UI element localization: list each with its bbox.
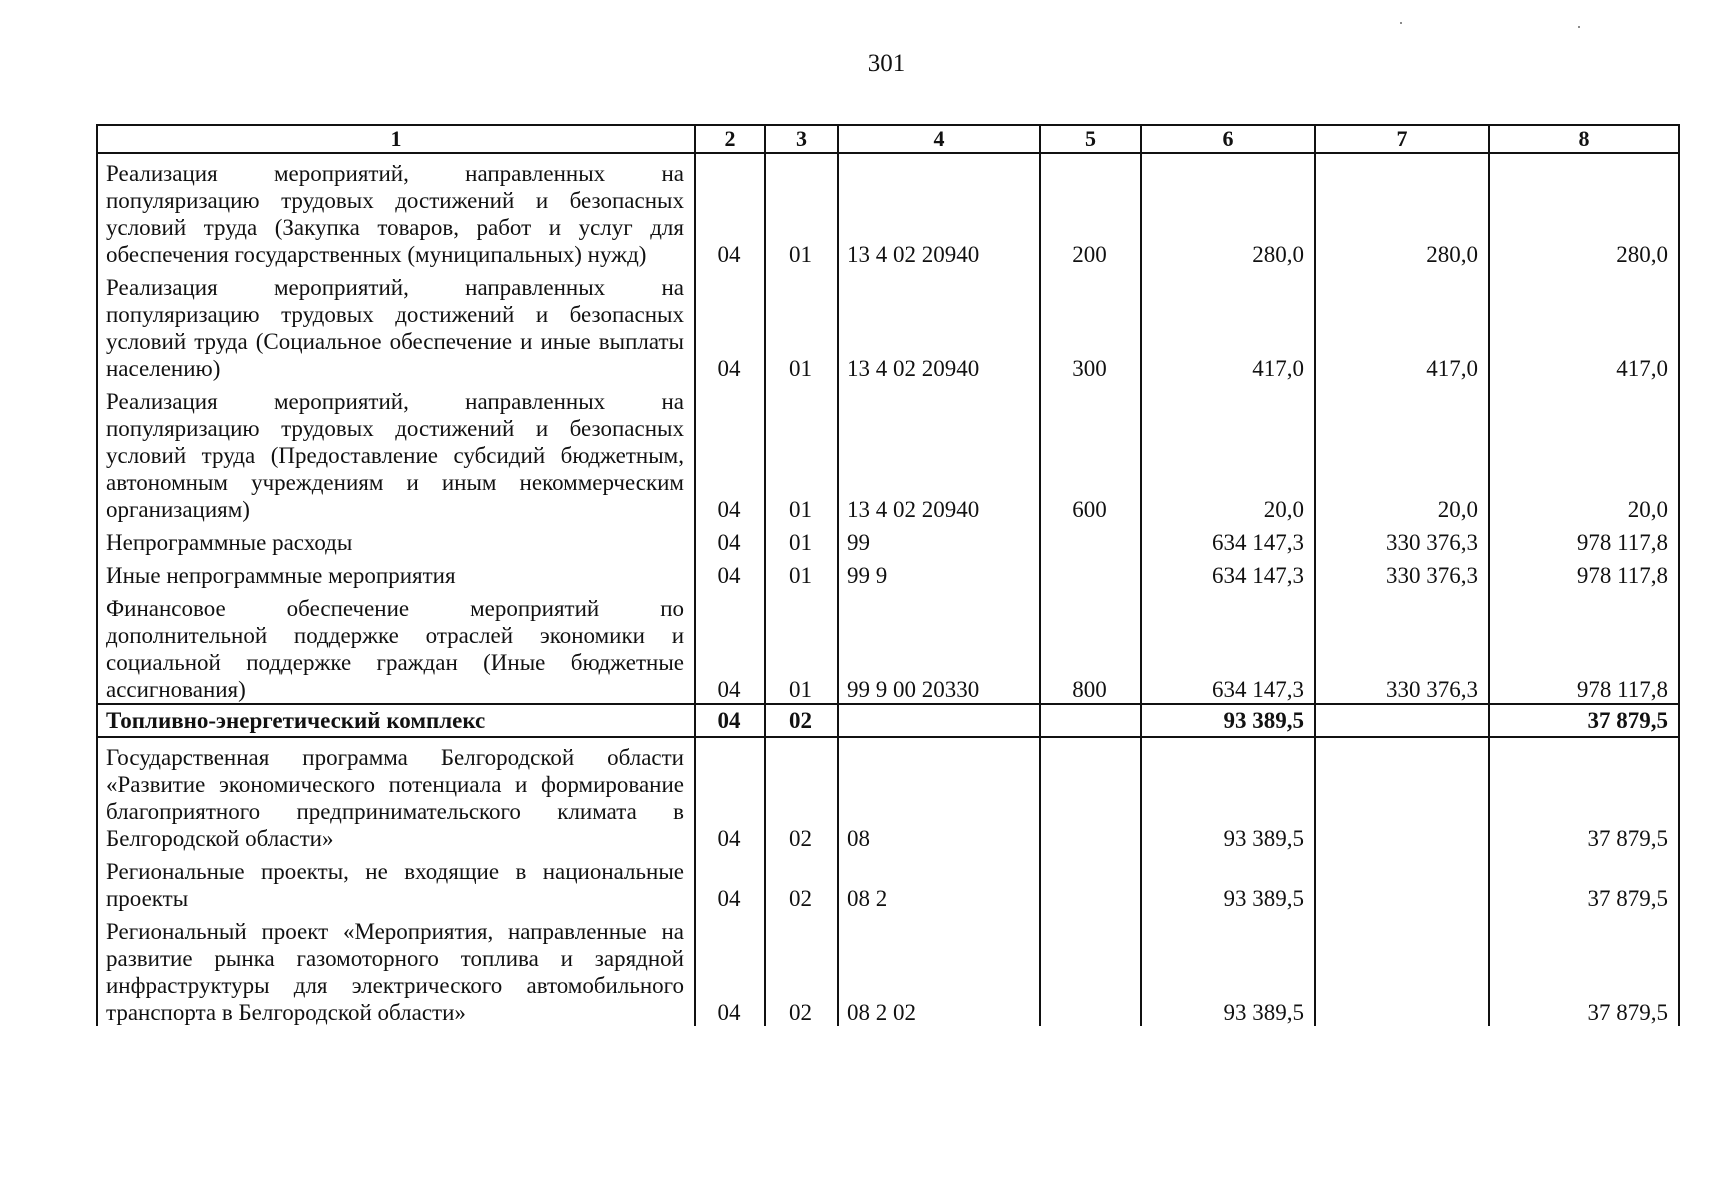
target-article-code (838, 704, 1040, 737)
section-code: 04 (695, 523, 765, 556)
amount-col7 (1315, 852, 1489, 912)
amount-col6: 93 389,5 (1141, 912, 1315, 1026)
amount-col8: 280,0 (1489, 153, 1679, 268)
subsection-code: 02 (765, 912, 838, 1026)
amount-col6: 93 389,5 (1141, 704, 1315, 737)
amount-col7 (1315, 704, 1489, 737)
row-description: Иные непрограммные мероприятия (97, 556, 695, 589)
subsection-code: 02 (765, 737, 838, 852)
subsection-code: 01 (765, 523, 838, 556)
column-header: 7 (1315, 125, 1489, 153)
amount-col7: 20,0 (1315, 382, 1489, 523)
section-code: 04 (695, 589, 765, 704)
expense-type-code (1040, 556, 1141, 589)
row-description: Региональные проекты, не входящие в национальные проекты (97, 852, 695, 912)
amount-col7 (1315, 912, 1489, 1026)
column-header: 4 (838, 125, 1040, 153)
target-article-code: 13 4 02 20940 (838, 268, 1040, 382)
section-code: 04 (695, 704, 765, 737)
target-article-code: 08 (838, 737, 1040, 852)
amount-col8: 37 879,5 (1489, 912, 1679, 1026)
column-header: 3 (765, 125, 838, 153)
amount-col7: 417,0 (1315, 268, 1489, 382)
section-code: 04 (695, 852, 765, 912)
column-header: 6 (1141, 125, 1315, 153)
column-header: 1 (97, 125, 695, 153)
section-code: 04 (695, 382, 765, 523)
subsection-code: 01 (765, 153, 838, 268)
amount-col6: 280,0 (1141, 153, 1315, 268)
row-description: Финансовое обеспечение мероприятий по дополнительной поддержке отраслей экономики и социальной поддержке граждан (Иные бюджетные ассигнования) (97, 589, 695, 704)
amount-col6: 417,0 (1141, 268, 1315, 382)
amount-col8: 20,0 (1489, 382, 1679, 523)
section-total-row (97, 704, 1679, 737)
amount-col8: 978 117,8 (1489, 589, 1679, 704)
expense-type-code: 800 (1040, 589, 1141, 704)
column-header: 2 (695, 125, 765, 153)
row-description: Реализация мероприятий, направленных на популяризацию трудовых достижений и безопасных условий труда (Закупка товаров, работ и услуг для обеспечения государственных (муниципальных) нужд) (97, 153, 695, 268)
amount-col6: 93 389,5 (1141, 737, 1315, 852)
amount-col6: 634 147,3 (1141, 589, 1315, 704)
amount-col7: 330 376,3 (1315, 589, 1489, 704)
amount-col7 (1315, 737, 1489, 852)
table-row (97, 153, 1679, 268)
table-row (97, 268, 1679, 382)
section-code: 04 (695, 556, 765, 589)
table-row (97, 852, 1679, 912)
row-description: Непрограммные расходы (97, 523, 695, 556)
expense-type-code (1040, 523, 1141, 556)
amount-col8: 417,0 (1489, 268, 1679, 382)
target-article-code: 99 9 (838, 556, 1040, 589)
table-body (97, 153, 1679, 1026)
target-article-code: 13 4 02 20940 (838, 153, 1040, 268)
expense-type-code (1040, 852, 1141, 912)
expense-type-code (1040, 737, 1141, 852)
section-code: 04 (695, 737, 765, 852)
target-article-code: 99 9 00 20330 (838, 589, 1040, 704)
expense-type-code: 200 (1040, 153, 1141, 268)
amount-col8: 37 879,5 (1489, 852, 1679, 912)
row-description: Государственная программа Белгородской области «Развитие экономического потенциала и формирование благоприятного предпринимательского климата в Белгородской области» (97, 737, 695, 852)
amount-col8: 37 879,5 (1489, 737, 1679, 852)
subsection-code: 01 (765, 556, 838, 589)
target-article-code: 99 (838, 523, 1040, 556)
scan-speck (1578, 26, 1580, 28)
subsection-code: 02 (765, 704, 838, 737)
expense-type-code (1040, 912, 1141, 1026)
row-description: Реализация мероприятий, направленных на популяризацию трудовых достижений и безопасных условий труда (Предоставление субсидий бюджетным, автономным учреждениям и иным некоммерческим организациям) (97, 382, 695, 523)
target-article-code: 13 4 02 20940 (838, 382, 1040, 523)
table-row (97, 556, 1679, 589)
page-number: 301 (867, 50, 906, 77)
row-description: Региональный проект «Мероприятия, направленные на развитие рынка газомоторного топлива и зарядной инфраструктуры для электрического автомобильного транспорта в Белгородской области» (97, 912, 695, 1026)
budget-table (96, 124, 1680, 1026)
table-row (97, 382, 1679, 523)
expense-type-code (1040, 704, 1141, 737)
row-description: Топливно-энергетический комплекс (97, 704, 695, 737)
row-description: Реализация мероприятий, направленных на популяризацию трудовых достижений и безопасных условий труда (Социальное обеспечение и иные выплаты населению) (97, 268, 695, 382)
table-row (97, 737, 1679, 852)
amount-col8: 37 879,5 (1489, 704, 1679, 737)
amount-col7: 330 376,3 (1315, 523, 1489, 556)
expense-type-code: 600 (1040, 382, 1141, 523)
subsection-code: 01 (765, 382, 838, 523)
amount-col8: 978 117,8 (1489, 523, 1679, 556)
section-code: 04 (695, 268, 765, 382)
amount-col6: 634 147,3 (1141, 523, 1315, 556)
scan-speck (1400, 22, 1402, 24)
subsection-code: 01 (765, 589, 838, 704)
target-article-code: 08 2 (838, 852, 1040, 912)
section-code: 04 (695, 912, 765, 1026)
amount-col7: 280,0 (1315, 153, 1489, 268)
header-row (97, 125, 1679, 153)
column-header: 5 (1040, 125, 1141, 153)
subsection-code: 02 (765, 852, 838, 912)
amount-col6: 93 389,5 (1141, 852, 1315, 912)
amount-col6: 634 147,3 (1141, 556, 1315, 589)
column-header: 8 (1489, 125, 1679, 153)
amount-col6: 20,0 (1141, 382, 1315, 523)
amount-col8: 978 117,8 (1489, 556, 1679, 589)
expense-type-code: 300 (1040, 268, 1141, 382)
amount-col7: 330 376,3 (1315, 556, 1489, 589)
section-code: 04 (695, 153, 765, 268)
table-row (97, 912, 1679, 1026)
table-row (97, 589, 1679, 704)
table-row (97, 523, 1679, 556)
subsection-code: 01 (765, 268, 838, 382)
target-article-code: 08 2 02 (838, 912, 1040, 1026)
